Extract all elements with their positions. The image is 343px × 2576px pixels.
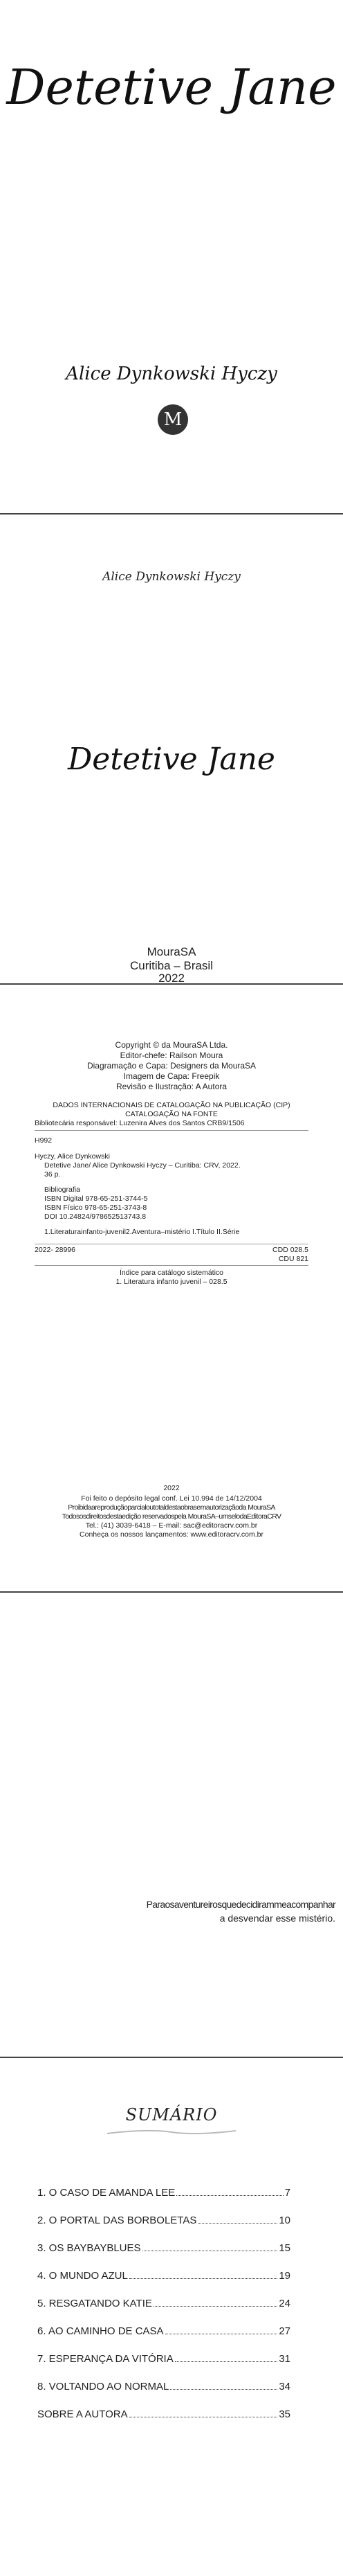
subjects: 1.Literaturainfanto-juvenil2.Aventura–mistério I.Título II.Série (44, 1228, 240, 1236)
title-page-publisher: MouraSA (147, 945, 196, 958)
toc-entry-label: 3. OS BAYBAYBLUES (37, 2242, 141, 2254)
toc-leader (170, 2389, 277, 2390)
credits-line: Revisão e Ilustração: A Autora (115, 1082, 228, 1091)
credits-line: Editor-chefe: Railson Moura (120, 1050, 223, 1060)
entry-pages: 36 p. (44, 1170, 61, 1179)
title-page-year: 2022 (158, 972, 185, 983)
index-entry: 1. Literatura infanto juvenil – 028.5 (115, 1278, 228, 1286)
toc-entry-page: 24 (279, 2298, 290, 2309)
publisher-logo (158, 404, 188, 435)
toc-entry-page: 7 (284, 2187, 290, 2199)
legal-block (0, 1484, 343, 1539)
title-page-author: Alice Dynkowski Hyczy (102, 570, 241, 584)
cover-author: Alice Dynkowski Hyczy (66, 364, 277, 384)
toc-entry-label: 8. VOLTANDO AO NORMAL (37, 2381, 169, 2392)
logo-letter: M (163, 409, 183, 430)
toc-entry-label: 5. RESGATANDO KATIE (37, 2298, 152, 2309)
credits-line: Diagramação e Capa: Designers da MouraSA (86, 1061, 257, 1071)
toc-entry[interactable] (37, 2215, 290, 2226)
toc-entry-page: 35 (279, 2408, 290, 2420)
cip-subtitle: CATALOGAÇÃO NA FONTE (125, 1110, 218, 1118)
cip-code: H992 (35, 1136, 53, 1145)
biblio-line: ISBN Físico 978-65-251-3743-8 (44, 1204, 147, 1212)
toc-entry[interactable] (37, 2325, 290, 2337)
toc-entry[interactable] (37, 2353, 290, 2365)
toc-entry-page: 15 (279, 2242, 290, 2254)
title-page (0, 515, 343, 983)
dedication-text (128, 1897, 335, 1925)
entry-title: Detetive Jane/ Alice Dynkowski Hyczy – Curitiba: CRV, 2022. (44, 1161, 241, 1170)
toc-entry-page: 27 (279, 2325, 290, 2337)
title-page-city: Curitiba – Brasil (130, 959, 213, 972)
toc-entry-page: 34 (279, 2381, 290, 2392)
cip-block (35, 1101, 308, 1287)
cip-title: DADOS INTERNACIONAIS DE CATALOGAÇÃO NA PUBLICAÇÃO (CIP) (53, 1101, 290, 1109)
librarian: Bibliotecária responsável: Luzenira Alves dos Santos CRB9/1506 (35, 1119, 245, 1127)
index-title: Índice para catálogo sistemático (120, 1269, 223, 1277)
cdd: CDD 028.5 (272, 1246, 308, 1254)
credits-line: Imagem de Capa: Freepik (123, 1071, 220, 1081)
toc-leader (175, 2361, 278, 2362)
credits-block (0, 1040, 343, 1092)
credits-page (0, 985, 343, 1591)
cip-rule (35, 1130, 308, 1131)
toc-leader (154, 2306, 277, 2307)
cover-title: Detetive Jane (6, 59, 337, 116)
biblio-line: DOI 10.24824/978652513743.8 (44, 1213, 147, 1221)
biblio-line: Bibliografia (44, 1186, 80, 1194)
toc-list (37, 2187, 290, 2436)
toc-leader (198, 2223, 277, 2224)
toc-title: SUMÁRIO (125, 2105, 218, 2125)
toc-entry[interactable] (37, 2408, 290, 2420)
toc-leader (129, 2278, 277, 2279)
cip-rule (35, 1265, 308, 1266)
credits-line: Copyright © da MouraSA Ltda. (115, 1040, 228, 1050)
rights-line: Todososdireitosdestaedição reservadospela MouraSA–umselodaEditoraCRV (62, 1512, 281, 1521)
flourish-ornament (106, 2127, 237, 2137)
toc-entry-page: 10 (279, 2215, 290, 2226)
classification-row (35, 1246, 308, 1255)
toc-entry-label: 4. O MUNDO AZUL (37, 2270, 128, 2282)
cover-page (0, 0, 343, 513)
entry-author: Hyczy, Alice Dynkowski (35, 1152, 110, 1161)
toc-entry-label: 6. AO CAMINHO DE CASA (37, 2325, 164, 2337)
dedication-page (0, 1593, 343, 2057)
toc-entry[interactable] (37, 2298, 290, 2309)
title-page-title: Detetive Jane (68, 742, 275, 777)
website: Conheça os nossos lançamentos: www.editoracrv.com.br (80, 1530, 263, 1539)
biblio-line: ISBN Digital 978-65-251-3744-5 (44, 1195, 148, 1203)
cdu: CDU 821 (278, 1255, 308, 1263)
toc-leader (176, 2195, 283, 2196)
dedication-line: a desvendar esse mistério. (219, 1913, 335, 1924)
legal-deposit: Foi feito o depósito legal conf. Lei 10.994 de 14/12/2004 (81, 1494, 262, 1503)
toc-entry[interactable] (37, 2187, 290, 2199)
toc-entry-label: SOBRE A AUTORA (37, 2408, 128, 2420)
toc-page (0, 2058, 343, 2576)
catalog-number: 2022- 28996 (35, 1246, 75, 1254)
toc-entry-page: 31 (279, 2353, 290, 2365)
toc-entry[interactable] (37, 2242, 290, 2254)
toc-entry-label: 7. ESPERANÇA DA VITÓRIA (37, 2353, 174, 2365)
dedication-line: Paraosaventureirosquedecidirammeacompanhar (146, 1899, 335, 1910)
toc-entry-page: 19 (279, 2270, 290, 2282)
contact: Tel.: (41) 3039-6418 – E-mail: sac@editoracrv.com.br (85, 1521, 258, 1530)
rights-line: Proibidaareproduçãoparcialoutotaldestaobrasemautorizaçãoda MouraSA (68, 1503, 275, 1512)
toc-entry[interactable] (37, 2270, 290, 2282)
toc-entry-label: 1. O CASO DE AMANDA LEE (37, 2187, 176, 2199)
toc-entry-label: 2. O PORTAL DAS BORBOLETAS (37, 2215, 197, 2226)
toc-entry[interactable] (37, 2381, 290, 2392)
footer-year: 2022 (163, 1484, 180, 1492)
